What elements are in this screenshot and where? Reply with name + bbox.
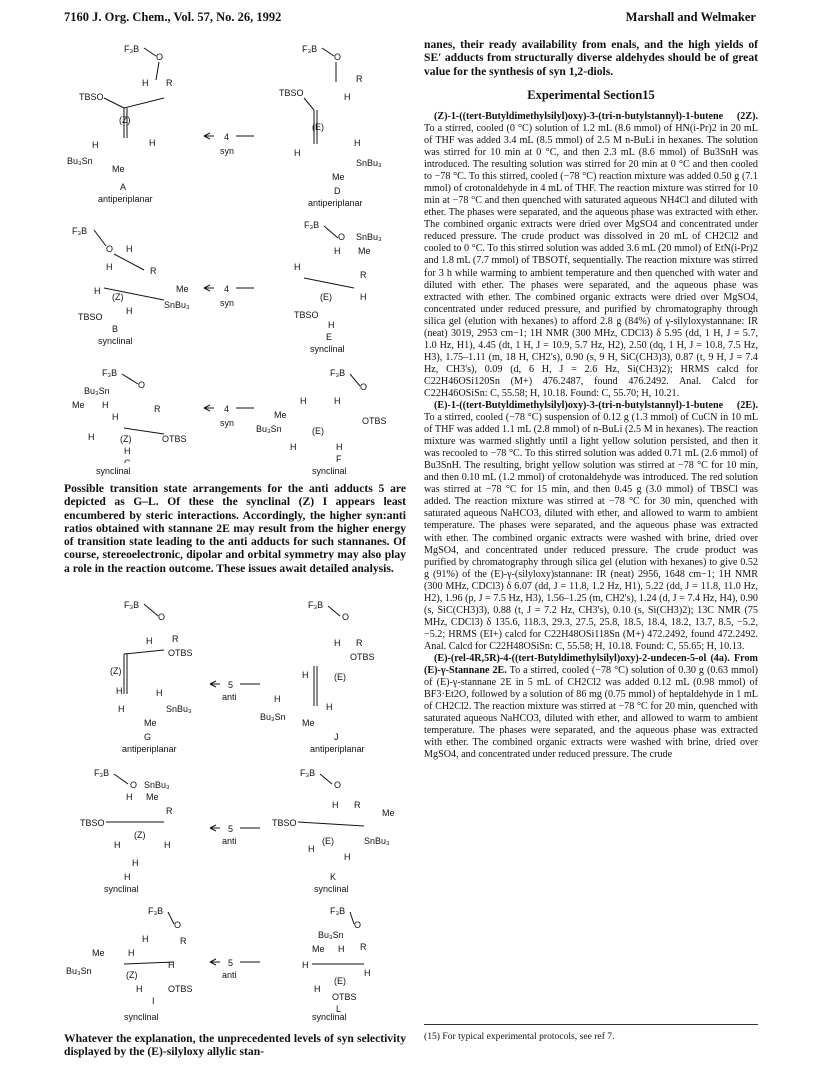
svg-text:F₃B: F₃B — [72, 226, 88, 236]
svg-text:H: H — [116, 686, 123, 696]
svg-text:H: H — [334, 638, 341, 648]
svg-text:H: H — [274, 694, 281, 704]
svg-text:R: R — [166, 806, 173, 816]
procedure-2E — [424, 400, 758, 653]
label-C: C — [124, 458, 131, 463]
svg-text:anti: anti — [222, 970, 237, 980]
svg-text:TBSO: TBSO — [279, 88, 304, 98]
svg-text:TBSO: TBSO — [80, 818, 105, 828]
svg-text:H: H — [294, 262, 301, 272]
svg-text:H: H — [126, 244, 133, 254]
svg-text:Bu₃Sn: Bu₃Sn — [318, 930, 344, 940]
structure-H — [80, 768, 173, 894]
label-L: L — [336, 1004, 342, 1014]
svg-text:Me: Me — [302, 718, 315, 728]
svg-text:Me: Me — [312, 944, 325, 954]
svg-text:(E): (E) — [334, 976, 346, 986]
conf-G: antiperiplanar — [122, 744, 177, 754]
conf-L: synclinal — [312, 1012, 347, 1022]
svg-text:OTBS: OTBS — [162, 434, 187, 444]
svg-text:H: H — [149, 138, 156, 148]
svg-text:R: R — [360, 270, 367, 280]
svg-text:TBSO: TBSO — [272, 818, 297, 828]
conf-C: synclinal — [96, 466, 131, 476]
svg-text:Me: Me — [146, 792, 159, 802]
svg-text:OTBS: OTBS — [168, 984, 193, 994]
svg-text:O: O — [334, 52, 342, 62]
svg-text:H: H — [290, 442, 297, 452]
svg-text:syn: syn — [220, 298, 235, 308]
procedure-4a-body: To a stirred, cooled (−78 °C) solution of 0.30 g (0.63 mmol) of (E)-γ-stannane 2E in 5 mL of CH2Cl2 was added 0.12 mL (0.98 mmol) of BF3·Et2O, followed by a solution of 86 mg (0.75 mmol) of heptaldehyde in 1 mL of CH2Cl2. The reaction mixture was stirred at −78 °C for 20 min, quenched with saturated aqueous NaHCO3, diluted with ether, and allowed to warm to ambient temperature. The phases were separated, and the aqueous phase was extracted with ether. The combined organic extracts were washed with brine, dried over MgSO4, and concentrated under reduced pressure. The crude — [424, 665, 758, 761]
svg-text:H: H — [132, 858, 139, 868]
svg-text:H: H — [332, 800, 339, 810]
svg-text:Me: Me — [274, 410, 287, 420]
svg-text:F₃B: F₃B — [330, 368, 346, 378]
svg-text:TBSO: TBSO — [78, 312, 103, 322]
svg-text:O: O — [138, 380, 146, 390]
procedure-2E-title: (E)-1-((tert-Butyldimethylsilyl)oxy)-3-(tri-n-butylstannyl)-1-butene (2E). — [434, 400, 758, 412]
arrow-top-1 — [204, 132, 254, 156]
svg-text:syn: syn — [220, 146, 235, 156]
label-B: B — [112, 324, 119, 334]
svg-text:H: H — [334, 246, 341, 256]
conf-K: synclinal — [314, 884, 349, 894]
svg-text:(E): (E) — [322, 836, 334, 846]
header-journal: 7160 J. Org. Chem., Vol. 57, No. 26, 1992 — [64, 10, 282, 24]
svg-text:F₃B: F₃B — [102, 368, 118, 378]
svg-text:SnBu₃: SnBu₃ — [144, 780, 170, 790]
svg-text:(E): (E) — [312, 122, 324, 132]
svg-text:4: 4 — [224, 284, 230, 294]
svg-text:H: H — [364, 968, 371, 978]
svg-text:R: R — [180, 936, 187, 946]
arrow-bottom-1 — [210, 680, 260, 702]
svg-text:OTBS: OTBS — [332, 992, 357, 1002]
svg-text:syn: syn — [220, 418, 235, 428]
svg-text:R: R — [354, 800, 361, 810]
svg-text:O: O — [338, 232, 346, 242]
svg-text:Me: Me — [112, 164, 125, 174]
svg-text:TBSO: TBSO — [294, 310, 319, 320]
svg-text:O: O — [360, 382, 368, 392]
svg-text:H: H — [142, 934, 149, 944]
svg-text:R: R — [360, 942, 367, 952]
svg-text:(Z): (Z) — [134, 830, 146, 840]
svg-text:H: H — [164, 840, 171, 850]
svg-text:R: R — [150, 266, 157, 276]
intro-paragraph: nanes, their ready availability from enals, and the high yields of SE′ adducts from structurally diverse aldehydes should be of great value for the synthesis of syn 1,2-diols. — [424, 38, 758, 78]
svg-text:H: H — [334, 396, 341, 406]
structure-K — [272, 768, 395, 894]
svg-text:O: O — [156, 52, 164, 62]
footnote: (15) For typical experimental protocols, see ref 7. — [424, 1024, 758, 1042]
svg-text:F₃B: F₃B — [304, 220, 320, 230]
svg-text:H: H — [294, 148, 301, 158]
svg-text:H: H — [336, 442, 343, 452]
svg-text:H: H — [142, 78, 149, 88]
svg-text:(Z): (Z) — [119, 115, 131, 125]
svg-text:H: H — [126, 792, 133, 802]
svg-text:H: H — [156, 688, 163, 698]
svg-text:H: H — [302, 960, 309, 970]
svg-text:F₃B: F₃B — [124, 600, 140, 610]
svg-text:O: O — [130, 780, 138, 790]
conf-D: antiperiplanar — [308, 198, 363, 208]
conf-J: antiperiplanar — [310, 744, 365, 754]
structure-I — [66, 906, 193, 1006]
svg-text:F₃B: F₃B — [302, 44, 318, 54]
svg-text:R: R — [172, 634, 179, 644]
svg-text:H: H — [328, 320, 335, 330]
procedure-4a — [424, 653, 758, 761]
svg-text:H: H — [302, 670, 309, 680]
svg-text:H: H — [114, 840, 121, 850]
procedure-2Z-title: (Z)-1-((tert-Butyldimethylsilyl)oxy)-3-(tri-n-butylstannyl)-1-butene (2Z). — [434, 110, 758, 122]
svg-text:H: H — [88, 432, 95, 442]
header-authors: Marshall and Welmaker — [625, 10, 756, 24]
procedure-2Z-body: To a stirred, cooled (0 °C) solution of 1.2 mL (8.6 mmol) of HN(i-Pr)2 in 20 mL of THF was added 3.4 mL (8.5 mmol) of 2.5 M n-BuLi in hexanes. The solution was stirred for 10 min at 0 °C, and then 2.3 mL (8.6 mmol) of Bu3SnH was introduced. The resulting solution was stirred for 20 min at 0 °C and then cooled to −78 °C. To this stirred, cooled (−78 °C) reaction mixture was added 0.50 g (7.1 mmol) of crotonaldehyde in 4 mL of THF. The reaction mixture was stirred for 10 min at −78 °C and then quenched with saturated aqueous NH4Cl and diluted with ether. The phases were separated, and the aqueous phase was extracted with ether. The combined organic extracts were dried over MgSO4 and concentrated under reduced pressure. The crude product was dissolved in 20 mL of CH2Cl2 and cooled to 0 °C. To this stirred solution was added 3.6 mL (20 mmol) of EtN(i-Pr)2 and 1.8 mL (7.7 mmol) of TBSOTf, sequentially. The reaction mixture was stirred for 3 h while warming to ambient temperature and then quenched with water and diluted with ether. The phases were separated, and the aqueous phase was extracted with ether. The combined organic extracts were dried over MgSO4, concentrated under reduced pressure, and purified by chromatography through silica gel (elution with hexanes) to afford 2.8 g (84%) of γ-silyloxystannane: IR (neat) 3019, 2953 cm−1; 1H NMR (300 MHz, CDCl3) δ 5.95 (dd, 1 H, J = 5.7, 1.0 Hz, H1), 4.45 (dt, 1 H, J = 10.9, 5.7 Hz, H2), 2.50 (dq, 1 H, J = 10.8, 7.5 Hz, H3), 1.75–1.11 (m, 18 H, CH2's), 0.90 (s, 9 H, SiC(CH3)3), 0.87 (t, 9 H, J = 7.4 Hz, CH3's), 0.09 (d, 6 H, J = 2.6 Hz, Si(CH3)2); HRMS calcd for C22H46OSi120Sn (M+) 476.2487, found 476.2492. Anal. Calcd for C22H46OSiSn: C, 55.58; H, 10.18. Found: C, 55.70; H, 10.21. — [424, 122, 758, 399]
svg-text:SnBu₃: SnBu₃ — [364, 836, 390, 846]
label-K: K — [330, 872, 337, 882]
svg-text:4: 4 — [224, 132, 230, 142]
label-H: H — [124, 872, 131, 882]
svg-text:O: O — [174, 920, 182, 930]
svg-text:H: H — [118, 704, 125, 714]
svg-text:4: 4 — [224, 404, 230, 414]
arrow-bottom-3 — [210, 958, 260, 980]
svg-text:5: 5 — [228, 824, 234, 834]
svg-text:Me: Me — [72, 400, 85, 410]
label-A: A — [120, 182, 127, 192]
svg-text:F₃B: F₃B — [148, 906, 164, 916]
svg-text:O: O — [158, 612, 166, 622]
svg-text:(Z): (Z) — [120, 434, 132, 444]
svg-text:SnBu₃: SnBu₃ — [356, 232, 382, 242]
svg-text:(E): (E) — [334, 672, 346, 682]
svg-text:R: R — [356, 74, 363, 84]
svg-text:5: 5 — [228, 680, 234, 690]
label-E: E — [326, 332, 333, 342]
svg-text:F₃B: F₃B — [300, 768, 316, 778]
closing-paragraph: Whatever the explanation, the unprecedented levels of syn selectivity displayed by the (E)-silyloxy allylic stan- — [64, 1032, 406, 1059]
svg-text:H: H — [326, 702, 333, 712]
structure-F — [256, 368, 387, 463]
svg-text:H: H — [354, 138, 361, 148]
svg-text:O: O — [342, 612, 350, 622]
svg-text:O: O — [334, 780, 342, 790]
procedure-4a-title: (E)-(rel-4R,5R)-4-((tert-Butyldimethylsilyl)oxy)-2-undecen-5-ol (4a). From (E)-γ-Stannane 2E. — [424, 653, 758, 677]
structure-A — [67, 44, 173, 204]
structure-B — [72, 226, 190, 346]
conf-F: synclinal — [312, 466, 347, 476]
svg-text:H: H — [314, 984, 321, 994]
label-F: F — [336, 454, 342, 463]
svg-text:(Z): (Z) — [112, 292, 124, 302]
svg-text:F₃B: F₃B — [124, 44, 140, 54]
svg-text:SnBu₃: SnBu₃ — [164, 300, 190, 310]
conf-A: antiperiplanar — [98, 194, 153, 204]
svg-text:Me: Me — [92, 948, 105, 958]
svg-text:H: H — [146, 636, 153, 646]
svg-text:R: R — [166, 78, 173, 88]
svg-text:H: H — [338, 944, 345, 954]
running-header — [64, 10, 756, 30]
left-column — [64, 38, 406, 1059]
svg-text:Bu₃Sn: Bu₃Sn — [256, 424, 282, 434]
svg-text:H: H — [102, 400, 109, 410]
arrow-bottom-2 — [210, 824, 260, 846]
svg-text:Me: Me — [144, 718, 157, 728]
svg-text:H: H — [94, 286, 101, 296]
svg-text:F₃B: F₃B — [308, 600, 324, 610]
svg-text:H: H — [128, 948, 135, 958]
scheme-syn-transition-states — [64, 38, 406, 463]
svg-text:O: O — [354, 920, 362, 930]
svg-text:(E): (E) — [312, 426, 324, 436]
svg-text:(E): (E) — [320, 292, 332, 302]
structure-C — [72, 368, 187, 463]
conf-I: synclinal — [124, 1012, 159, 1022]
procedure-2Z — [424, 111, 758, 400]
structure-L — [302, 906, 371, 1014]
svg-text:OTBS: OTBS — [168, 648, 193, 658]
svg-text:H: H — [136, 984, 143, 994]
svg-text:TBSO: TBSO — [79, 92, 104, 102]
svg-text:H: H — [360, 292, 367, 302]
svg-text:anti: anti — [222, 836, 237, 846]
svg-text:R: R — [154, 404, 161, 414]
svg-text:OTBS: OTBS — [350, 652, 375, 662]
svg-text:H: H — [92, 140, 99, 150]
svg-text:SnBu₃: SnBu₃ — [356, 158, 382, 168]
svg-text:H: H — [126, 306, 133, 316]
svg-text:Me: Me — [382, 808, 395, 818]
conf-B: synclinal — [98, 336, 133, 346]
structure-G — [110, 600, 193, 754]
svg-text:H: H — [168, 960, 175, 970]
structure-D — [279, 44, 382, 208]
svg-text:OTBS: OTBS — [362, 416, 387, 426]
svg-text:Me: Me — [332, 172, 345, 182]
arrow-top-3 — [204, 404, 254, 428]
structure-E — [294, 220, 382, 354]
svg-text:Me: Me — [176, 284, 189, 294]
svg-text:H: H — [344, 92, 351, 102]
structure-J — [260, 600, 375, 754]
right-column — [424, 38, 758, 761]
svg-text:Bu₃Sn: Bu₃Sn — [84, 386, 110, 396]
section-heading: Experimental Section15 — [527, 87, 655, 102]
svg-text:H: H — [124, 446, 131, 456]
procedure-2E-body: To a stirred, cooled (−78 °C) suspension of 0.12 g (1.3 mmol) of CuCN in 10 mL of THF was added 1.1 mL (2.8 mmol) of n-BuLi (2.5 M in hexanes). The reaction mixture was warmed slightly until a light yellow solution persisted, and then it was recooled to −78 °C. To this stirred solution was added 0.71 mL (2.6 mmol) of Bu3SnH. The resulting, bright yellow solution was stirred at −78 °C for 10 min, and then 0.10 mL (1.2 mmol) of crotonaldehyde was introduced. The red solution was stirred at −78 °C for 15 min, and then 0.45 g (3.0 mmol) of TBSCl was added. The reaction mixture was stirred at −78 °C for 30 min, quenched with saturated aqueous NaHCO3, diluted with ether, and allowed to warm to ambient temperature. The phases were separated, and the aqueous phase was extracted with ether. The combined organic extracts were washed with brine, dried over MgSO4, and concentrated under reduced pressure. The crude product was purified by chromatography through silica gel (elution with hexanes) to give 0.52 g (91%) of the (E)-γ-(silyloxy)stannane: IR (neat) 2956, 1648 cm−1; 1H NMR (300 MHz, CDCl3) δ 6.07 (dd, J = 11.8, 1.2 Hz, H1), 5.22 (dd, J = 11.8, 11.0 Hz, H2), 1.96 (p, J = 7.5 Hz, H3), 1.56–1.25 (m, CH2's), 1.24 (d, J = 7.4 Hz, H4), 0.90 (s, SiC(CH3)3), 0.88 (t, J = 7.2 Hz, CH3's), 0.10 (s, Si(CH3)2); 13C NMR (75 MHz, CDCl3) δ 135.6, 118.3, 29.3, 27.5, 25.8, 18.5, 18.4, 18.2, 13.7, 8.5, −5.2, −5.2; HRMS (EI+) calcd for C22H48OSi118Sn (M+) 472.2492, found 472.2492. Anal. Calcd for C22H48OSiSn: C, 55.58; H, 10.18. Found: C, 55.65; H, 10.13. — [424, 412, 758, 652]
svg-text:H: H — [106, 262, 113, 272]
svg-text:5: 5 — [228, 958, 234, 968]
discussion-paragraph: Possible transition state arrangements for the anti adducts 5 are depicted as G–L. Of these the synclinal (Z) I appears least encumbered by steric interactions. Accordingly, the higher syn:anti ratios obtained with stannane 2E may result from the higher energy of transition state leading to the anti adducts for such stannanes. Of course, stereoelectronic, dipolar and orbital symmetry may also play a role in the reaction outcome. These issues await detailed analysis. — [64, 482, 406, 575]
svg-text:R: R — [356, 638, 363, 648]
conf-H: synclinal — [104, 884, 139, 894]
svg-text:Me: Me — [358, 246, 371, 256]
svg-text:F₃B: F₃B — [94, 768, 110, 778]
svg-text:anti: anti — [222, 692, 237, 702]
label-J: J — [334, 732, 339, 742]
arrow-top-2 — [204, 284, 254, 308]
svg-text:Bu₃Sn: Bu₃Sn — [260, 712, 286, 722]
scheme-anti-transition-states — [64, 594, 406, 1014]
label-D: D — [334, 186, 341, 196]
label-G: G — [144, 732, 152, 742]
svg-text:Bu₃Sn: Bu₃Sn — [66, 966, 92, 976]
conf-E: synclinal — [310, 344, 345, 354]
svg-text:SnBu₃: SnBu₃ — [166, 704, 192, 714]
svg-text:H: H — [112, 412, 119, 422]
svg-text:H: H — [300, 396, 307, 406]
svg-text:O: O — [106, 244, 114, 254]
svg-text:H: H — [308, 844, 315, 854]
label-I: I — [152, 996, 155, 1006]
svg-text:F₃B: F₃B — [330, 906, 346, 916]
svg-text:Bu₃Sn: Bu₃Sn — [67, 156, 93, 166]
svg-text:H: H — [344, 852, 351, 862]
svg-text:(Z): (Z) — [110, 666, 122, 676]
svg-text:(Z): (Z) — [126, 970, 138, 980]
